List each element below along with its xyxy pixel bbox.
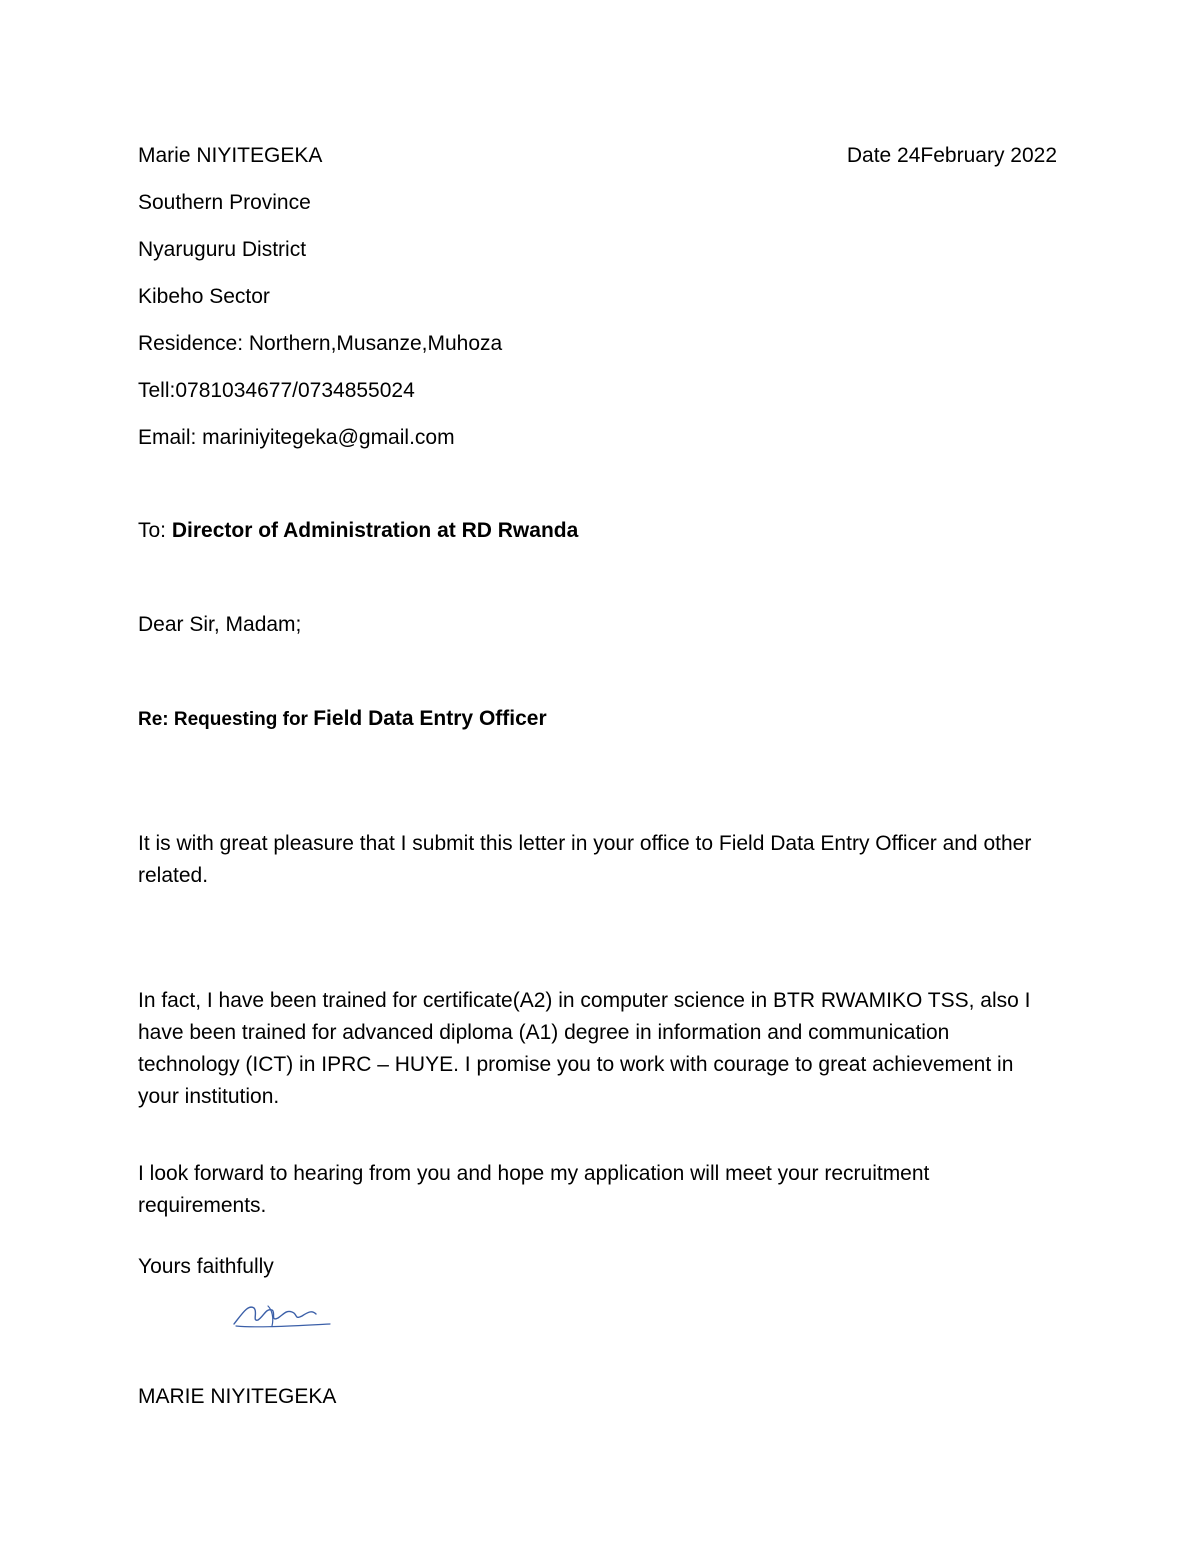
- body-paragraph-1: It is with great pleasure that I submit this letter in your office to Field Data Entry Officer and other related.: [138, 832, 1032, 887]
- sender-phone: Tell:0781034677/0734855024: [138, 379, 415, 402]
- body-paragraph-2: In fact, I have been trained for certificate(A2) in computer science in BTR RWAMIKO TSS, also I have been trained for advanced diploma (A1) degree in information and communication technology (ICT) in IPRC – HUYE. I promise you to work with courage to great achievement in your institution.: [138, 989, 1031, 1108]
- sender-name: Marie NIYITEGEKA: [138, 144, 323, 167]
- sender-residence: Residence: Northern,Musanze,Muhoza: [138, 332, 503, 355]
- body-paragraph-3: I look forward to hearing from you and hope my application will meet your recruitment requirements.: [138, 1162, 930, 1217]
- sender-email: Email: mariniyitegeka@gmail.com: [138, 426, 455, 449]
- handwritten-signature: [228, 1296, 338, 1332]
- subject-line: [138, 705, 547, 734]
- sender-sector: Kibeho Sector: [138, 285, 270, 308]
- letter-date: Date 24February 2022: [846, 144, 1057, 167]
- subject-prefix: Re: Requesting for: [138, 709, 314, 730]
- signature-name: MARIE NIYITEGEKA: [138, 1385, 337, 1408]
- recipient-prefix: To:: [138, 519, 172, 542]
- salutation: Dear Sir, Madam;: [138, 613, 302, 636]
- sender-province: Southern Province: [138, 191, 311, 214]
- subject-title: Field Data Entry Officer: [313, 707, 547, 730]
- recipient-name: Director of Administration at RD Rwanda: [171, 519, 579, 542]
- closing: Yours faithfully: [138, 1255, 274, 1278]
- recipient-line: [138, 517, 578, 545]
- sender-district: Nyaruguru District: [138, 238, 307, 261]
